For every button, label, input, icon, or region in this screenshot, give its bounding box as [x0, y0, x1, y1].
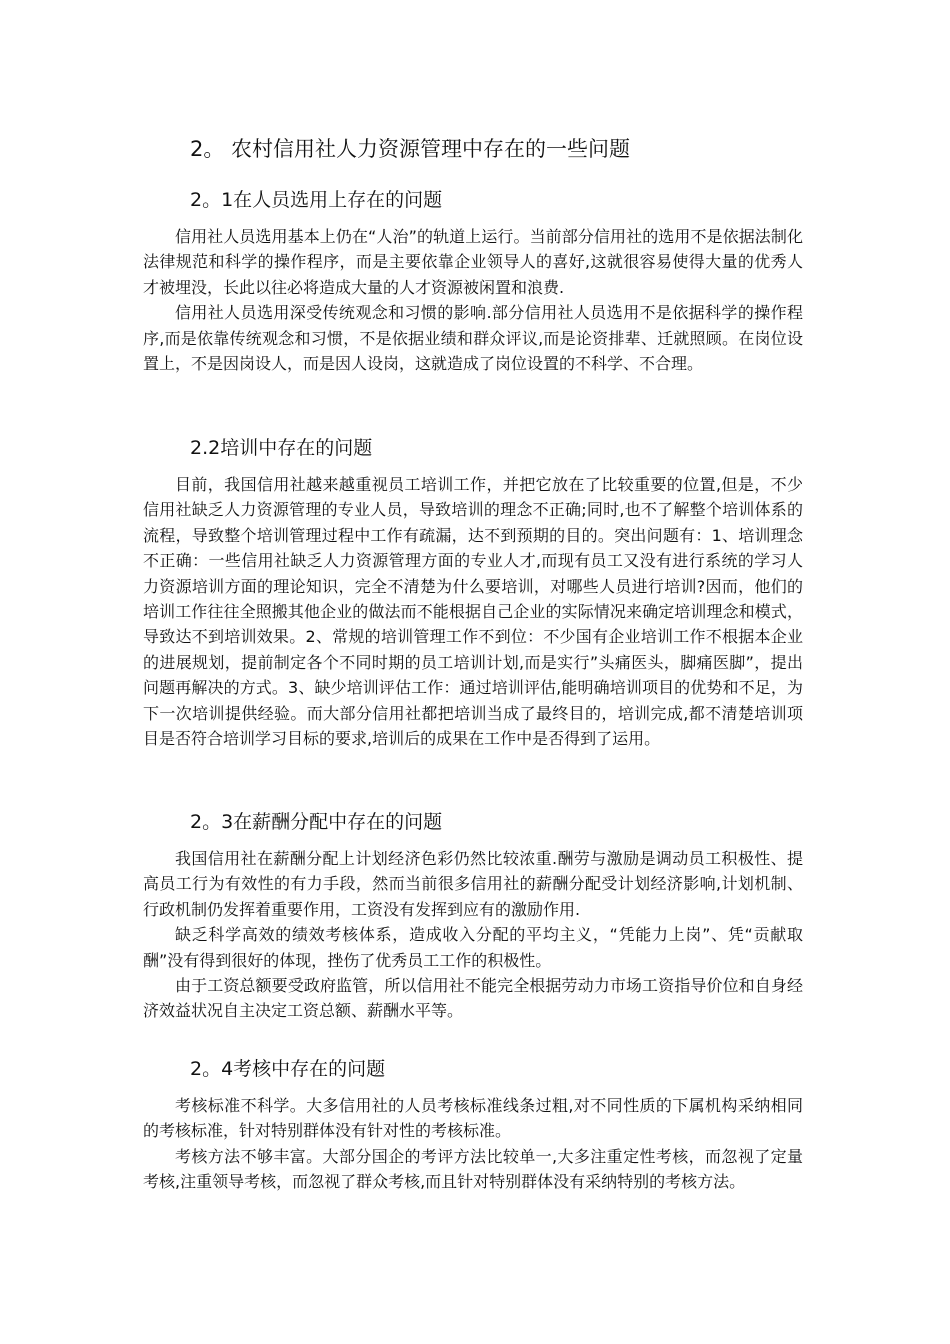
document-title: 2。 农村信用社人力资源管理中存在的一些问题: [190, 137, 631, 161]
paragraph: 目前，我国信用社越来越重视员工培训工作，并把它放在了比较重要的位置,但是，不少信用社缺乏人力资源管理的专业人员，导致培训的理念不正确;同时,也不了解整个培训体系的流程，导致整个培训管理过程中工作有疏漏，达不到预期的目的。突出问题有：1、培训理念不正确：一些信用社缺乏人力资源管理方面的专业人才,而现有员工又没有进行系统的学习人力资源培训方面的理论知识，完全不清楚为什么要培训，对哪些人员进行培训?因而，他们的培训工作往往全照搬其他企业的做法而不能根据自己企业的实际情况来确定培训理念和模式，导致达不到培训效果。2、常规的培训管理工作不到位：不少国有企业培训工作不根据本企业的进展规划，提前制定各个不同时期的员工培训计划,而是实行”头痛医头，脚痛医脚”，提出问题再解决的方式。3、缺少培训评估工作：通过培训评估,能明确培训项目的优势和不足，为下一次培训提供经验。而大部分信用社都把培训当成了最终目的，培训完成,都不清楚培训项目是否符合培训学习目标的要求,培训后的成果在工作中是否得到了运用。: [143, 475, 803, 749]
paragraph: 我国信用社在薪酬分配上计划经济色彩仍然比较浓重.酬劳与激励是调动员工积极性、提高员工行为有效性的有力手段，然而当前很多信用社的薪酬分配受计划经济影响,计划机制、行政机制仍发挥着重要作用，工资没有发挥到应有的激励作用.: [143, 849, 803, 919]
section-heading: 2.2培训中存在的问题: [190, 437, 373, 459]
section-heading: 2。1在人员选用上存在的问题: [190, 189, 443, 211]
section-heading: 2。4考核中存在的问题: [190, 1058, 386, 1080]
section-body: [143, 846, 803, 1024]
paragraph: 考核标准不科学。大多信用社的人员考核标准线条过粗,对不同性质的下属机构采纳相同的考核标准，针对特别群体没有针对性的考核标准。: [143, 1096, 803, 1141]
section-body: [143, 1093, 803, 1195]
paragraph: 信用社人员选用基本上仍在“人治”的轨道上运行。当前部分信用社的选用不是依据法制化法律规范和科学的操作程序，而是主要依靠企业领导人的喜好,这就很容易使得大量的优秀人才被埋没，长此以往必将造成大量的人才资源被闲置和浪费.: [143, 227, 803, 297]
section-body: [143, 224, 803, 376]
section-body: [143, 472, 803, 751]
paragraph: 由于工资总额要受政府监管，所以信用社不能完全根据劳动力市场工资指导价位和自身经济效益状况自主决定工资总额、薪酬水平等。: [143, 976, 803, 1021]
paragraph: 缺乏科学高效的绩效考核体系，造成收入分配的平均主义，“凭能力上岗”、凭“贡献取酬”没有得到很好的体现，挫伤了优秀员工工作的积极性。: [143, 925, 803, 970]
paragraph: 考核方法不够丰富。大部分国企的考评方法比较单一,大多注重定性考核，而忽视了定量考核,注重领导考核，而忽视了群众考核,而且针对特别群体没有采纳特别的考核方法。: [143, 1146, 803, 1192]
paragraph: 信用社人员选用深受传统观念和习惯的影响.部分信用社人员选用不是依据科学的操作程序,而是依靠传统观念和习惯，不是依据业绩和群众评议,而是论资排辈、迁就照顾。在岗位设置上，不是因岗设人，而是因人设岗，这就造成了岗位设置的不科学、不合理。: [143, 303, 803, 374]
section-heading: 2。3在薪酬分配中存在的问题: [190, 811, 443, 833]
